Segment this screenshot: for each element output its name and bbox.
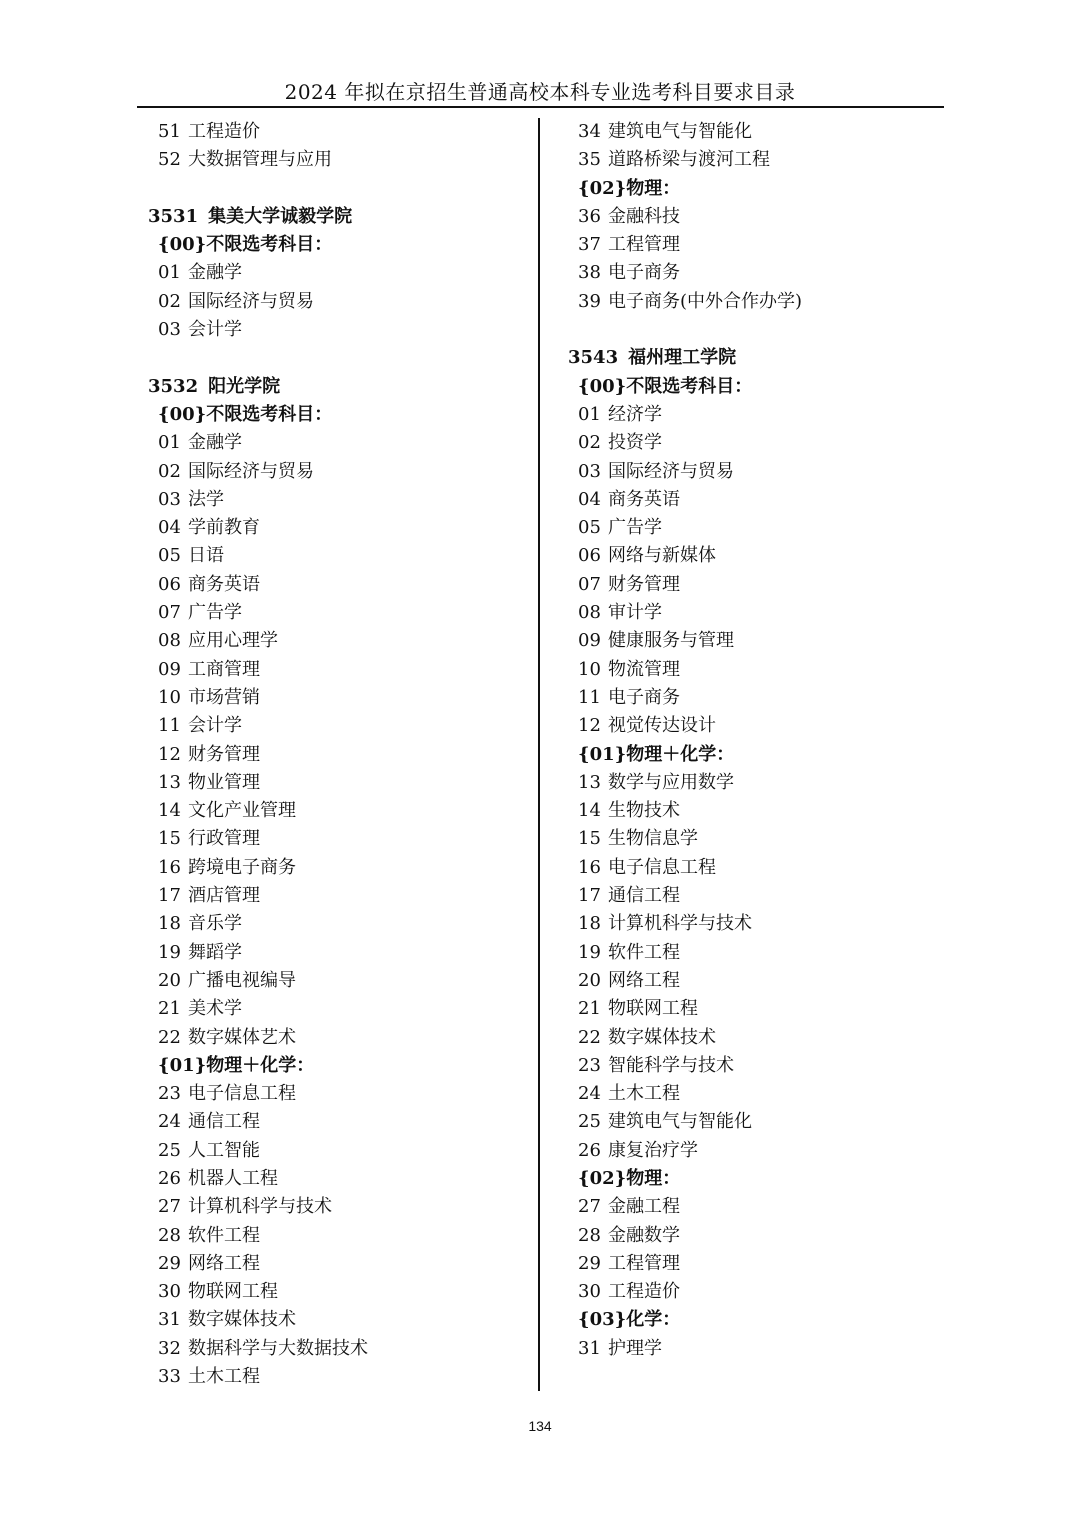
major-name: 建筑电气与智能化 — [608, 1111, 752, 1133]
major-number: 20 — [578, 969, 601, 991]
major-item — [568, 599, 948, 627]
school-heading — [568, 344, 948, 372]
major-item — [148, 429, 533, 457]
blank-line — [148, 344, 533, 372]
subject-requirement-group: {03}化学： — [578, 1309, 681, 1331]
major-number: 04 — [578, 488, 601, 510]
school-heading — [148, 373, 533, 401]
major-name: 广告学 — [608, 517, 662, 539]
major-item — [148, 1250, 533, 1278]
major-number: 01 — [578, 403, 601, 425]
major-item — [148, 627, 533, 655]
major-name: 通信工程 — [188, 1111, 260, 1133]
major-item — [148, 486, 533, 514]
major-number: 23 — [578, 1054, 601, 1076]
school-code: 3543 — [568, 347, 619, 369]
major-item — [568, 542, 948, 570]
major-number: 13 — [578, 771, 601, 793]
major-item — [148, 1024, 533, 1052]
major-item — [568, 571, 948, 599]
major-name: 广告学 — [188, 602, 242, 624]
major-name: 建筑电气与智能化 — [608, 121, 752, 142]
major-number: 07 — [158, 602, 181, 624]
major-number: 36 — [578, 205, 601, 227]
major-number: 02 — [158, 290, 181, 312]
major-name: 电子信息工程 — [608, 856, 716, 878]
page-header-title: 2024 年拟在京招生普通高校本科专业选考科目要求目录 — [284, 80, 796, 104]
major-item — [148, 1278, 533, 1306]
major-number: 12 — [578, 715, 601, 737]
subject-requirement-group: {02}物理： — [578, 177, 681, 199]
major-item — [568, 712, 948, 740]
major-item — [148, 882, 533, 910]
major-name: 文化产业管理 — [188, 800, 296, 822]
major-name: 金融数学 — [608, 1224, 680, 1246]
major-number: 03 — [158, 488, 181, 510]
major-name: 网络工程 — [188, 1252, 260, 1274]
major-item — [148, 939, 533, 967]
major-name: 电子商务 — [608, 686, 680, 708]
column-divider — [538, 118, 540, 1391]
major-name: 金融学 — [188, 262, 242, 284]
major-item — [568, 995, 948, 1023]
major-number: 21 — [578, 998, 601, 1020]
major-name: 电子信息工程 — [188, 1083, 296, 1105]
major-number: 16 — [578, 856, 601, 878]
major-number: 17 — [158, 885, 181, 907]
major-name: 道路桥梁与渡河工程 — [608, 149, 770, 171]
major-item — [568, 1052, 948, 1080]
major-item — [568, 967, 948, 995]
major-item — [148, 1222, 533, 1250]
major-item — [148, 599, 533, 627]
major-number: 18 — [578, 913, 601, 935]
major-item — [148, 1165, 533, 1193]
blank-line — [148, 175, 533, 203]
major-name: 电子商务 — [608, 262, 680, 284]
major-name: 工程管理 — [608, 1252, 680, 1274]
major-name: 数据科学与大数据技术 — [188, 1337, 368, 1359]
major-number: 13 — [158, 771, 181, 793]
major-name: 财务管理 — [608, 573, 680, 595]
major-name: 应用心理学 — [188, 630, 278, 652]
major-item — [568, 458, 948, 486]
major-item — [568, 769, 948, 797]
major-number: 10 — [578, 658, 601, 680]
left-column — [148, 118, 533, 1391]
major-number: 29 — [158, 1252, 181, 1274]
major-item — [148, 1306, 533, 1334]
major-item — [568, 486, 948, 514]
major-name: 计算机科学与技术 — [608, 913, 752, 935]
major-number: 06 — [578, 545, 601, 567]
major-item — [568, 825, 948, 853]
major-name: 物流管理 — [608, 658, 680, 680]
major-item — [148, 1335, 533, 1363]
major-number: 29 — [578, 1252, 601, 1274]
major-number: 15 — [578, 828, 601, 850]
school-name: 福州理工学院 — [628, 347, 737, 369]
major-item — [568, 1024, 948, 1052]
major-number: 39 — [578, 290, 601, 312]
major-name: 软件工程 — [608, 941, 680, 963]
major-number: 31 — [578, 1337, 601, 1359]
major-name: 数字媒体技术 — [188, 1309, 296, 1331]
subject-requirement-group: {02}物理： — [578, 1167, 681, 1189]
major-item — [148, 1080, 533, 1108]
major-name: 舞蹈学 — [188, 941, 242, 963]
major-number: 26 — [158, 1167, 181, 1189]
major-number: 05 — [578, 517, 601, 539]
major-number: 25 — [578, 1111, 601, 1133]
major-name: 法学 — [188, 488, 224, 510]
major-item — [568, 1080, 948, 1108]
major-number: 07 — [578, 573, 601, 595]
major-name: 财务管理 — [188, 743, 260, 765]
major-item — [148, 656, 533, 684]
major-number: 38 — [578, 262, 601, 284]
major-number: 32 — [158, 1337, 181, 1359]
major-name: 护理学 — [608, 1337, 662, 1359]
major-item — [148, 259, 533, 287]
major-name: 市场营销 — [188, 686, 260, 708]
school-code: 3531 — [148, 205, 199, 227]
major-name: 商务英语 — [608, 488, 680, 510]
major-name: 国际经济与贸易 — [188, 460, 314, 482]
major-number: 14 — [158, 800, 181, 822]
major-number: 31 — [158, 1309, 181, 1331]
major-number: 03 — [578, 460, 601, 482]
major-number: 22 — [158, 1026, 181, 1048]
major-item — [148, 854, 533, 882]
major-number: 26 — [578, 1139, 601, 1161]
major-item — [148, 146, 533, 174]
school-code: 3532 — [148, 375, 199, 397]
major-item — [568, 429, 948, 457]
school-heading — [148, 203, 533, 231]
major-name: 会计学 — [188, 319, 242, 341]
major-name: 土木工程 — [608, 1083, 680, 1105]
major-name: 美术学 — [188, 998, 242, 1020]
major-name: 审计学 — [608, 602, 662, 624]
major-item — [148, 571, 533, 599]
major-number: 06 — [158, 573, 181, 595]
major-item — [568, 627, 948, 655]
major-number: 09 — [578, 630, 601, 652]
major-item — [148, 1363, 533, 1391]
major-number: 34 — [578, 121, 601, 142]
major-item — [568, 118, 948, 146]
major-name: 数字媒体技术 — [608, 1026, 716, 1048]
major-number: 11 — [158, 715, 181, 737]
blank-line — [568, 316, 948, 344]
major-name: 数字媒体艺术 — [188, 1026, 296, 1048]
major-number: 28 — [158, 1224, 181, 1246]
major-name: 经济学 — [608, 403, 662, 425]
major-name: 通信工程 — [608, 885, 680, 907]
major-name: 物联网工程 — [188, 1281, 278, 1303]
major-item — [568, 514, 948, 542]
subject-requirement-group: {00}不限选考科目： — [578, 375, 753, 397]
major-name: 投资学 — [608, 432, 662, 454]
major-item — [568, 231, 948, 259]
major-item — [568, 1278, 948, 1306]
major-item — [148, 1108, 533, 1136]
major-name: 音乐学 — [188, 913, 242, 935]
major-number: 22 — [578, 1026, 601, 1048]
major-number: 14 — [578, 800, 601, 822]
major-number: 30 — [158, 1281, 181, 1303]
major-name: 网络与新媒体 — [608, 545, 716, 567]
major-name: 商务英语 — [188, 573, 260, 595]
major-name: 数学与应用数学 — [608, 771, 734, 793]
major-name: 日语 — [188, 545, 224, 567]
major-item — [148, 797, 533, 825]
major-item — [148, 542, 533, 570]
major-item — [568, 401, 948, 429]
major-item — [148, 458, 533, 486]
major-item — [148, 910, 533, 938]
major-name: 会计学 — [188, 715, 242, 737]
major-number: 21 — [158, 998, 181, 1020]
major-name: 智能科学与技术 — [608, 1054, 734, 1076]
major-name: 工程管理 — [608, 234, 680, 256]
major-number: 01 — [158, 262, 181, 284]
major-name: 计算机科学与技术 — [188, 1196, 332, 1218]
major-number: 04 — [158, 517, 181, 539]
major-number: 24 — [158, 1111, 181, 1133]
major-number: 02 — [158, 460, 181, 482]
major-number: 20 — [158, 969, 181, 991]
major-name: 视觉传达设计 — [608, 715, 716, 737]
major-number: 30 — [578, 1281, 601, 1303]
subject-requirement-group: {00}不限选考科目： — [158, 403, 333, 425]
major-number: 11 — [578, 686, 601, 708]
page-number: 134 — [528, 1418, 552, 1434]
major-name: 国际经济与贸易 — [188, 290, 314, 312]
major-item — [568, 1108, 948, 1136]
major-number: 19 — [578, 941, 601, 963]
major-name: 网络工程 — [608, 969, 680, 991]
major-name: 物联网工程 — [608, 998, 698, 1020]
major-name: 健康服务与管理 — [608, 630, 734, 652]
major-number: 33 — [158, 1366, 181, 1388]
major-name: 跨境电子商务 — [188, 856, 296, 878]
major-number: 10 — [158, 686, 181, 708]
major-item — [568, 1335, 948, 1363]
major-number: 12 — [158, 743, 181, 765]
major-number: 17 — [578, 885, 601, 907]
major-item — [148, 825, 533, 853]
major-item — [568, 939, 948, 967]
major-item — [568, 1250, 948, 1278]
major-number: 05 — [158, 545, 181, 567]
major-item — [148, 741, 533, 769]
major-number: 27 — [578, 1196, 601, 1218]
major-item — [148, 316, 533, 344]
major-item — [568, 146, 948, 174]
major-item — [568, 1137, 948, 1165]
major-item — [148, 684, 533, 712]
major-name: 工商管理 — [188, 658, 260, 680]
major-name: 物业管理 — [188, 771, 260, 793]
major-name: 金融学 — [188, 432, 242, 454]
major-number: 08 — [578, 602, 601, 624]
major-item — [568, 259, 948, 287]
major-item — [568, 882, 948, 910]
major-item — [148, 995, 533, 1023]
header-rule — [137, 106, 944, 108]
subject-requirement-group: {00}不限选考科目： — [158, 234, 333, 256]
major-item — [568, 684, 948, 712]
major-item — [148, 514, 533, 542]
major-number: 28 — [578, 1224, 601, 1246]
major-item — [148, 288, 533, 316]
major-number: 18 — [158, 913, 181, 935]
major-number: 03 — [158, 319, 181, 341]
school-name: 阳光学院 — [208, 375, 281, 397]
major-name: 康复治疗学 — [608, 1139, 698, 1161]
major-item — [568, 854, 948, 882]
major-item — [148, 769, 533, 797]
major-number: 02 — [578, 432, 601, 454]
major-number: 09 — [158, 658, 181, 680]
major-number: 19 — [158, 941, 181, 963]
major-number: 35 — [578, 149, 601, 171]
major-name: 行政管理 — [188, 828, 260, 850]
major-name: 土木工程 — [188, 1366, 260, 1388]
major-number: 27 — [158, 1196, 181, 1218]
major-item — [148, 118, 533, 146]
major-name: 生物信息学 — [608, 828, 698, 850]
major-item — [148, 967, 533, 995]
major-item — [568, 288, 948, 316]
major-number: 52 — [158, 149, 181, 171]
major-name: 人工智能 — [188, 1139, 260, 1161]
major-name: 金融工程 — [608, 1196, 680, 1218]
major-name: 机器人工程 — [188, 1167, 278, 1189]
major-name: 广播电视编导 — [188, 969, 296, 991]
right-column — [568, 118, 948, 1363]
major-name: 国际经济与贸易 — [608, 460, 734, 482]
major-name: 工程造价 — [188, 121, 260, 142]
major-name: 软件工程 — [188, 1224, 260, 1246]
major-item — [568, 1222, 948, 1250]
major-item — [148, 712, 533, 740]
major-item — [568, 203, 948, 231]
major-item — [148, 1137, 533, 1165]
major-item — [148, 1193, 533, 1221]
school-name: 集美大学诚毅学院 — [208, 205, 353, 227]
major-number: 51 — [158, 121, 181, 142]
major-number: 37 — [578, 234, 601, 256]
subject-requirement-group: {01}物理＋化学： — [578, 743, 735, 765]
major-name: 酒店管理 — [188, 885, 260, 907]
major-name: 大数据管理与应用 — [188, 149, 332, 171]
major-number: 15 — [158, 828, 181, 850]
major-name: 电子商务(中外合作办学) — [608, 290, 803, 312]
major-number: 24 — [578, 1083, 601, 1105]
major-number: 23 — [158, 1083, 181, 1105]
major-item — [568, 910, 948, 938]
major-name: 金融科技 — [608, 205, 680, 227]
major-number: 01 — [158, 432, 181, 454]
major-name: 学前教育 — [188, 517, 260, 539]
major-number: 25 — [158, 1139, 181, 1161]
subject-requirement-group: {01}物理＋化学： — [158, 1054, 315, 1076]
major-number: 08 — [158, 630, 181, 652]
major-item — [568, 1193, 948, 1221]
major-name: 工程造价 — [608, 1281, 680, 1303]
major-item — [568, 656, 948, 684]
major-number: 16 — [158, 856, 181, 878]
major-name: 生物技术 — [608, 800, 680, 822]
major-item — [568, 797, 948, 825]
